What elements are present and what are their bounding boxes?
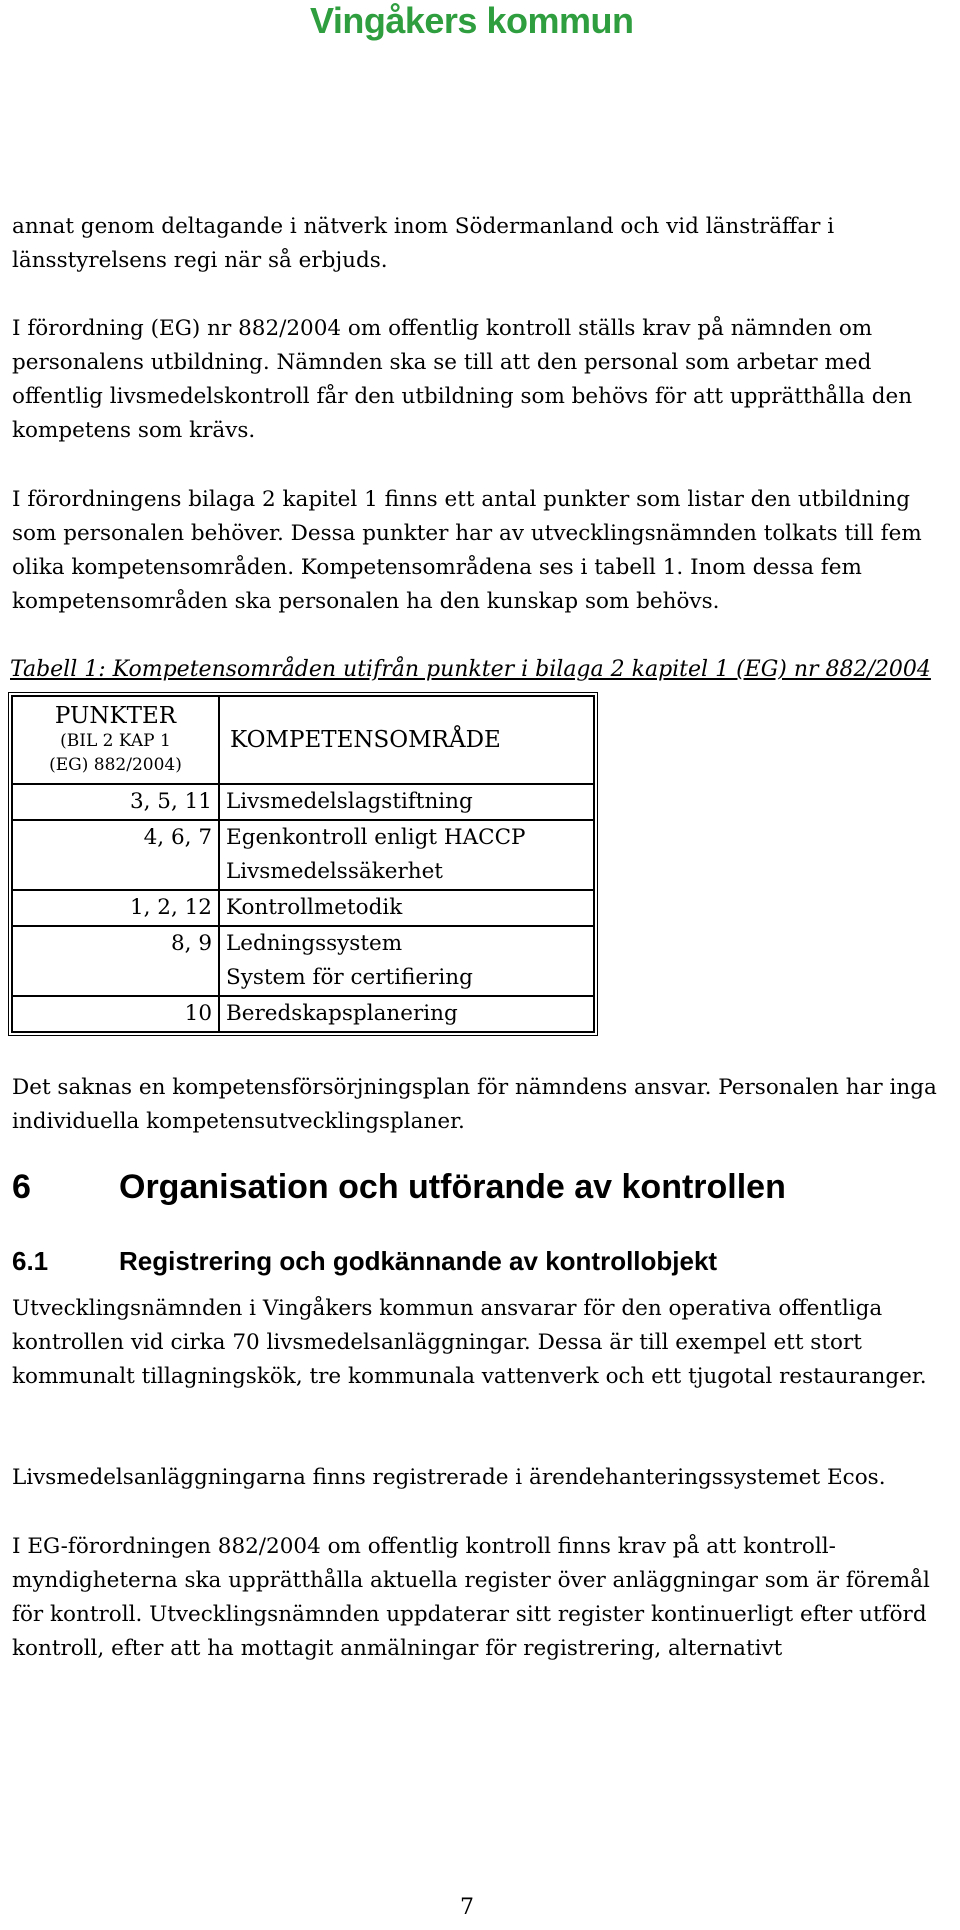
row-area-line1: Egenkontroll enligt HACCP bbox=[226, 825, 526, 850]
subsection-number: 6.1 bbox=[12, 1246, 49, 1276]
competence-table bbox=[8, 692, 598, 1036]
table-row bbox=[12, 926, 594, 996]
paragraph-ecos: Livsmedelsanläggningarna finns registrerade i ärendehanteringssystemet Ecos. bbox=[12, 1465, 886, 1490]
header-points-title: PUNKTER bbox=[54, 703, 177, 729]
paragraph-annex: I förordningens bilaga 2 kapitel 1 finns ett antal punkter som listar den utbildning som personalen behöver. Dessa punkter har av utvecklingsnämnden tolkats till fem olika kompetensområden. Kompetensområdena ses i tabell 1. Inom dessa fem kompetensområden ska personalen ha den kunskap som behövs. bbox=[12, 487, 922, 614]
table-row bbox=[12, 784, 594, 820]
row-points: 3, 5, 11 bbox=[12, 784, 219, 820]
header-points-sub1: (BIL 2 KAP 1 bbox=[60, 731, 171, 751]
header-area: KOMPETENSOMRÅDE bbox=[219, 696, 594, 784]
paragraph-regulation: I förordning (EG) nr 882/2004 om offentlig kontroll ställs krav på nämnden om personalens utbildning. Nämnden ska se till att den personal som arbetar med offentlig livsmedelskontroll får den utbildning som behövs för att upprätthålla den kompetens som krävs. bbox=[12, 316, 913, 443]
row-area: Beredskapsplanering bbox=[219, 996, 594, 1032]
header-points-sub2: (EG) 882/2004) bbox=[49, 755, 182, 775]
table-row bbox=[12, 890, 594, 926]
subsection-title: Registrering och godkännande av kontrollobjekt bbox=[119, 1246, 718, 1276]
paragraph-competence-plan: Det saknas en kompetensförsörjningsplan för nämndens ansvar. Personalen har inga individuella kompetensutvecklingsplaner. bbox=[12, 1075, 937, 1134]
paragraph-operative-control: Utvecklingsnämnden i Vingåkers kommun ansvarar för den operativa offentliga kontrollen vid cirka 70 livsmedelsanläggningar. Dessa är till exempel ett stort kommunalt tillagningskök, tre kommunala vattenverk och ett tjugotal restauranger. bbox=[12, 1296, 927, 1389]
row-area-line2: System för certifiering bbox=[226, 965, 473, 990]
row-points: 10 bbox=[12, 996, 219, 1032]
row-area-line2: Livsmedelssäkerhet bbox=[226, 859, 443, 884]
municipality-header: Vingåkers kommun bbox=[310, 0, 634, 41]
row-points: 4, 6, 7 bbox=[12, 820, 219, 890]
row-area bbox=[219, 820, 594, 890]
row-area-line1: Ledningssystem bbox=[226, 931, 403, 956]
paragraph-register: I EG-förordningen 882/2004 om offentlig kontroll finns krav på att kontroll-myndigheterna ska upprätthålla aktuella register över anläggningar som är föremål för kontroll. Utvecklingsnämnden uppdaterar sitt register kontinuerligt efter utförd kontroll, efter att ha mottagit anmälningar för registrering, alternativt bbox=[12, 1534, 930, 1661]
row-points: 1, 2, 12 bbox=[12, 890, 219, 926]
subsection-heading-6-1 bbox=[12, 1246, 717, 1277]
section-title: Organisation och utförande av kontrollen bbox=[119, 1168, 786, 1206]
row-points: 8, 9 bbox=[12, 926, 219, 996]
table-header-row bbox=[12, 696, 594, 784]
paragraph-network: annat genom deltagande i nätverk inom Södermanland och vid länsträffar i länsstyrelsens regi när så erbjuds. bbox=[12, 214, 835, 273]
row-area bbox=[219, 926, 594, 996]
section-heading-6 bbox=[12, 1168, 786, 1207]
table-caption: Tabell 1: Kompetensområden utifrån punkter i bilaga 2 kapitel 1 (EG) nr 882/2004 bbox=[10, 657, 931, 682]
page-number: 7 bbox=[460, 1895, 474, 1920]
table-row bbox=[12, 820, 594, 890]
section-number: 6 bbox=[12, 1168, 31, 1206]
row-area: Kontrollmetodik bbox=[219, 890, 594, 926]
header-points bbox=[12, 696, 219, 784]
table-row bbox=[12, 996, 594, 1032]
row-area: Livsmedelslagstiftning bbox=[219, 784, 594, 820]
